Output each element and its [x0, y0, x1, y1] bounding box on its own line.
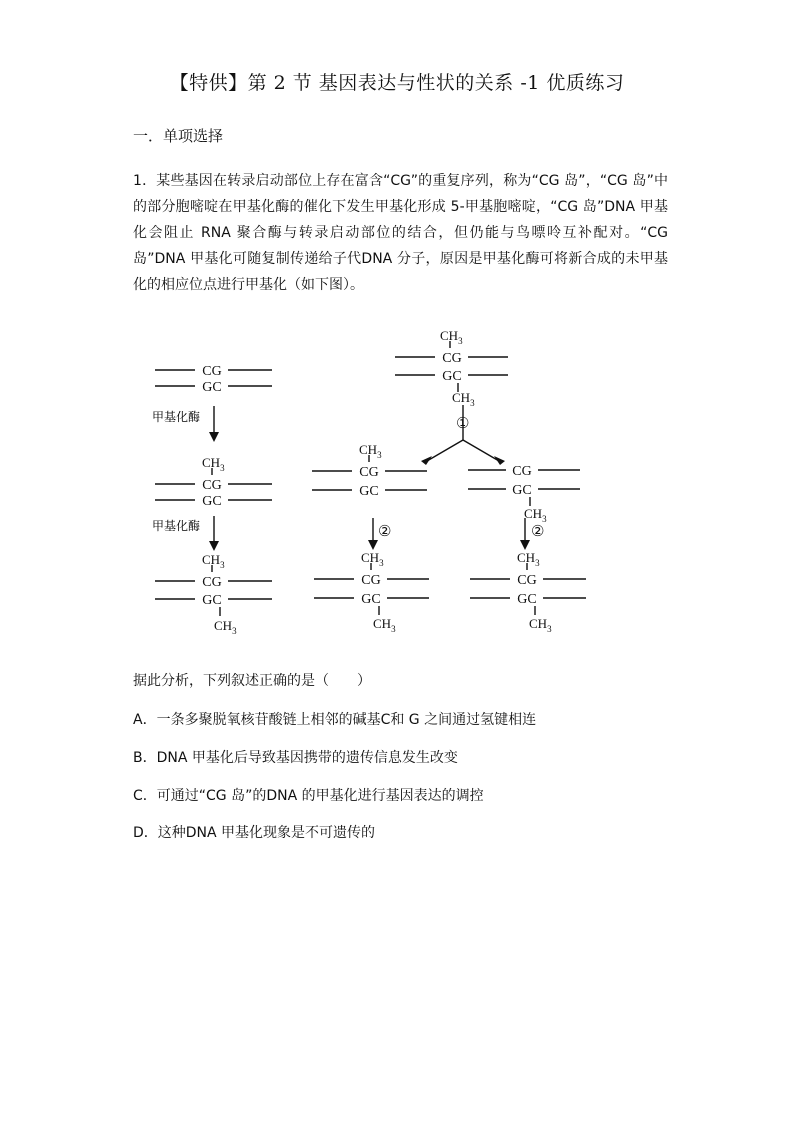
option-d[interactable]: D．这种DNA 甲基化现象是不可遗传的 [133, 825, 376, 841]
step-marker-2: ② [531, 524, 545, 540]
section-heading: 一．单项选择 [133, 127, 224, 145]
option-b[interactable]: B．DNA 甲基化后导致基因携带的遗传信息发生改变 [133, 750, 458, 766]
strand-top-label: CG [442, 351, 462, 366]
methyl-group-label: $CH_3$ [373, 616, 396, 634]
strand-top-label: CG [202, 575, 222, 590]
strand-bottom-label: GC [202, 593, 222, 608]
question-text: 1．某些基因在转录启动部位上存在富含“CG”的重复序列，称为“CG 岛”，“CG 岛”中的部分胞嘧啶在甲基化酶的催化下发生甲基化形成 5-甲基胞嘧啶，“CG 岛”DNA 甲基化会阻止 RNA 聚合酶与转录启动部位的结合，但仍能与鸟嘌呤互补配对。“CG 岛”DNA 甲基化可随复制传递给子代DNA 分子，原因是甲基化酶可将新合成的未甲基化的相应位点进行甲基化（如下图）。 [133, 173, 668, 293]
methyl-group-label: $CH_3$ [517, 550, 540, 568]
enzyme-label: 甲基化酶 [152, 410, 201, 424]
methyl-group-label: $CH_3$ [202, 552, 225, 570]
step-marker-1: ① [456, 416, 470, 432]
strand-top-label: CG [517, 573, 537, 588]
question-prompt: 据此分析，下列叙述正确的是（ ） [133, 673, 371, 689]
page-title: 【特供】第 2 节 基因表达与性状的关系 -1 优质练习 [169, 72, 625, 94]
strand-top-label: CG [359, 465, 379, 480]
step-marker-2: ② [378, 524, 392, 540]
strand-bottom-label: GC [442, 369, 462, 384]
methyl-group-label: $CH_3$ [529, 616, 552, 634]
methyl-group-label: $CH_3$ [524, 506, 547, 524]
methylation-diagram [140, 320, 600, 640]
methyl-group-label: $CH_3$ [440, 328, 463, 346]
methyl-group-label: $CH_3$ [452, 390, 475, 408]
strand-top-label: CG [202, 364, 222, 379]
strand-top-label: CG [512, 464, 532, 479]
strand-bottom-label: GC [512, 483, 532, 498]
strand-bottom-label: GC [517, 592, 537, 607]
strand-bottom-label: GC [359, 484, 379, 499]
methyl-group-label: $CH_3$ [202, 455, 225, 473]
methyl-group-label: $CH_3$ [359, 442, 382, 460]
strand-top-label: CG [202, 478, 222, 493]
strand-bottom-label: GC [361, 592, 381, 607]
enzyme-label: 甲基化酶 [152, 519, 201, 533]
strand-bottom-label: GC [202, 494, 222, 509]
strand-bottom-label: GC [202, 380, 222, 395]
strand-top-label: CG [361, 573, 381, 588]
methyl-group-label: $CH_3$ [361, 550, 384, 568]
option-c[interactable]: C．可通过“CG 岛”的DNA 的甲基化进行基因表达的调控 [133, 788, 484, 804]
methyl-group-label: $CH_3$ [214, 618, 237, 636]
option-a[interactable]: A．一条多聚脱氧核苷酸链上相邻的碱基C和 G 之间通过氢键相连 [133, 712, 537, 728]
